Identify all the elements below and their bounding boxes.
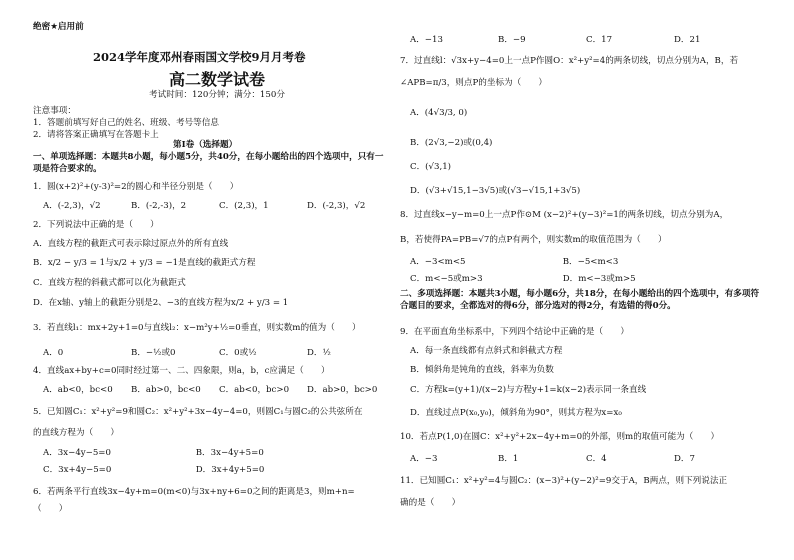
q8-option-d[interactable]: D．m<−3或m>5 [562,274,636,284]
exam-info: 考试时间：120分钟；满分：150分 [149,90,285,100]
q3-option-b[interactable]: B．−½或0 [131,348,176,358]
section1-heading: 一、单项选择题：本题共8小题，每小题5分，共40分，在每小题给出的四个选项中，只有一项是符合要求的。 [33,152,384,175]
q10-option-a[interactable]: A．−3 [410,454,438,464]
q2-option-c[interactable]: C．直线方程的斜截式都可以化为截距式 [33,278,186,288]
q3-option-d[interactable]: D．½ [307,348,331,358]
q3-options [43,348,395,359]
section2-heading: 二、多项选择题：本题共3小题，每小题6分，共18分，在每小题给出的四个选项中，有多项符合题目的要求，全都选对的得6分，部分选对的得2分，有选错的得0分。 [400,289,760,312]
q9-option-a[interactable]: A．每一条直线都有点斜式和斜截式方程 [410,346,563,356]
q10-options [410,454,762,465]
q2-option-a[interactable]: A．直线方程的截距式可表示除过原点外的所有直线 [33,239,229,249]
q2-stem: 2．下列说法中正确的是（ ） [33,220,159,230]
q3-option-a[interactable]: A．0 [43,348,64,358]
q8-option-c[interactable]: C．m<−5或m>3 [410,274,483,284]
q9-option-c[interactable]: C．方程k=(y+1)/(x−2)与方程y+1=k(x−2)表示同一条直线 [410,385,647,395]
q5-stem-line1: 5．已知圆C₁：x²+y²=9和圆C₂：x²+y²+3x−4y−4=0，则圆C₁与圆C₂的公共弦所在 [33,407,363,417]
q11-stem-line2: 确的是（ ） [400,498,461,508]
q6-option-b[interactable]: B．−9 [498,35,526,45]
q3-stem: 3．若直线l₁：mx+2y+1=0与直线l₂：x−m²y+½=0垂直，则实数m的值为（ ） [33,323,361,333]
q8-option-b[interactable]: B．−5<m<3 [562,257,619,267]
secret-label: 绝密★启用前 [33,22,84,32]
q6-option-d[interactable]: D．21 [674,35,701,45]
q3-option-c[interactable]: C．0或½ [219,348,257,358]
q5-option-c[interactable]: C．3x+4y−5=0 [43,465,112,475]
q6-stem-line2: （ ） [33,504,68,514]
q9-option-d[interactable]: D．直线过点P(x₀,y₀)，倾斜角为90°，则其方程为x=x₀ [410,408,622,418]
q10-option-b[interactable]: B．1 [498,454,519,464]
q4-options [43,385,395,396]
q5-options-row1 [43,448,346,459]
q7-stem-line2: ∠APB=π/3，则点P的坐标为（ ） [400,78,548,88]
q5-options-row2 [43,465,346,476]
q5-option-d[interactable]: D．3x+4y+5=0 [195,465,265,475]
q2-option-b[interactable]: B．x/2 − y/3 = 1与x/2 + y/3 = −1是直线的截距式方程 [33,258,256,268]
part1-title: 第I卷（选择题） [173,140,238,150]
q9-option-b[interactable]: B．倾斜角是钝角的直线，斜率为负数 [410,365,554,375]
q7-option-c[interactable]: C．(√3,1) [410,162,452,172]
q1-option-b[interactable]: B．(-2,-3)，2 [131,201,187,211]
q7-option-a[interactable]: A．(4√3/3, 0) [410,108,468,118]
paper-subtitle: 高二数学试卷 [169,70,266,89]
q8-options-row1 [410,257,713,268]
q4-option-a[interactable]: A．ab<0，bc<0 [43,385,113,395]
q10-option-c[interactable]: C．4 [586,454,607,464]
q7-option-b[interactable]: B．(2√3,−2)或(0,4) [410,138,493,148]
q4-stem: 4．直线ax+by+c=0同时经过第一、二、四象限，则a，b，c应满足（ ） [33,366,330,376]
q8-options-row2 [410,274,713,285]
q8-stem-line1: 8．过直线x−y−m=0上一点P作⊙M (x−2)²+(y−3)²=1的两条切线，切点分别为A， [400,210,729,220]
q6-option-c[interactable]: C．17 [586,35,613,45]
q1-option-a[interactable]: A．(-2,3)，√2 [43,201,101,211]
q8-stem-line2: B，若使得PA=PB=√7的点P有两个，则实数m的取值范围为（ ） [400,235,667,245]
q6-stem-line1: 6．若两条平行直线3x−4y+m=0(m<0)与3x+ny+6=0之间的距离是3，则m+n= [33,487,355,497]
q7-option-d[interactable]: D．(√3+√15,1−3√5)或(√3−√15,1+3√5) [410,186,581,196]
q1-option-c[interactable]: C．(2,3)，1 [219,201,269,211]
q5-option-b[interactable]: B．3x−4y+5=0 [195,448,264,458]
q7-stem-line1: 7．过直线l：√3x+y−4=0上一点P作圆O：x²+y²=4的两条切线，切点分别为A，B，若 [400,56,739,66]
q11-stem-line1: 11．已知圆C₁：x²+y²=4与圆C₂：(x−3)²+(y−2)²=9交于A，B两点，则下列说法正 [400,476,728,486]
q6-options [410,35,762,46]
notice-item-2: 2．请将答案正确填写在答题卡上 [33,130,159,140]
q8-option-a[interactable]: A．−3<m<5 [410,257,466,267]
q2-option-d[interactable]: D．在x轴、y轴上的截距分别是2、−3的直线方程为x/2 + y/3 = 1 [33,298,289,308]
q1-options [43,201,395,212]
q10-stem: 10．若点P(1,0)在圆C：x²+y²+2x−4y+m=0的外部，则m的取值可能为（ ） [400,432,720,442]
q1-option-d[interactable]: D．(-2,3)，√2 [307,201,366,211]
exam-title: 2024学年度邓州春雨国文学校9月月考卷 [93,50,306,64]
q5-stem-line2: 的直线方程为（ ） [33,428,119,438]
q4-option-d[interactable]: D．ab>0，bc>0 [307,385,378,395]
q4-option-c[interactable]: C．ab<0，bc>0 [219,385,290,395]
notice-title: 注意事项： [33,106,76,116]
q4-option-b[interactable]: B．ab>0，bc<0 [131,385,201,395]
q1-stem: 1．圆(x+2)²+(y-3)²=2的圆心和半径分别是（ ） [33,182,239,192]
q9-stem: 9．在平面直角坐标系中，下列四个结论中正确的是（ ） [400,327,629,337]
q6-option-a[interactable]: A．−13 [410,35,443,45]
q5-option-a[interactable]: A．3x−4y−5=0 [43,448,111,458]
q10-option-d[interactable]: D．7 [674,454,695,464]
notice-item-1: 1．答题前填写好自己的姓名、班级、考号等信息 [33,118,219,128]
